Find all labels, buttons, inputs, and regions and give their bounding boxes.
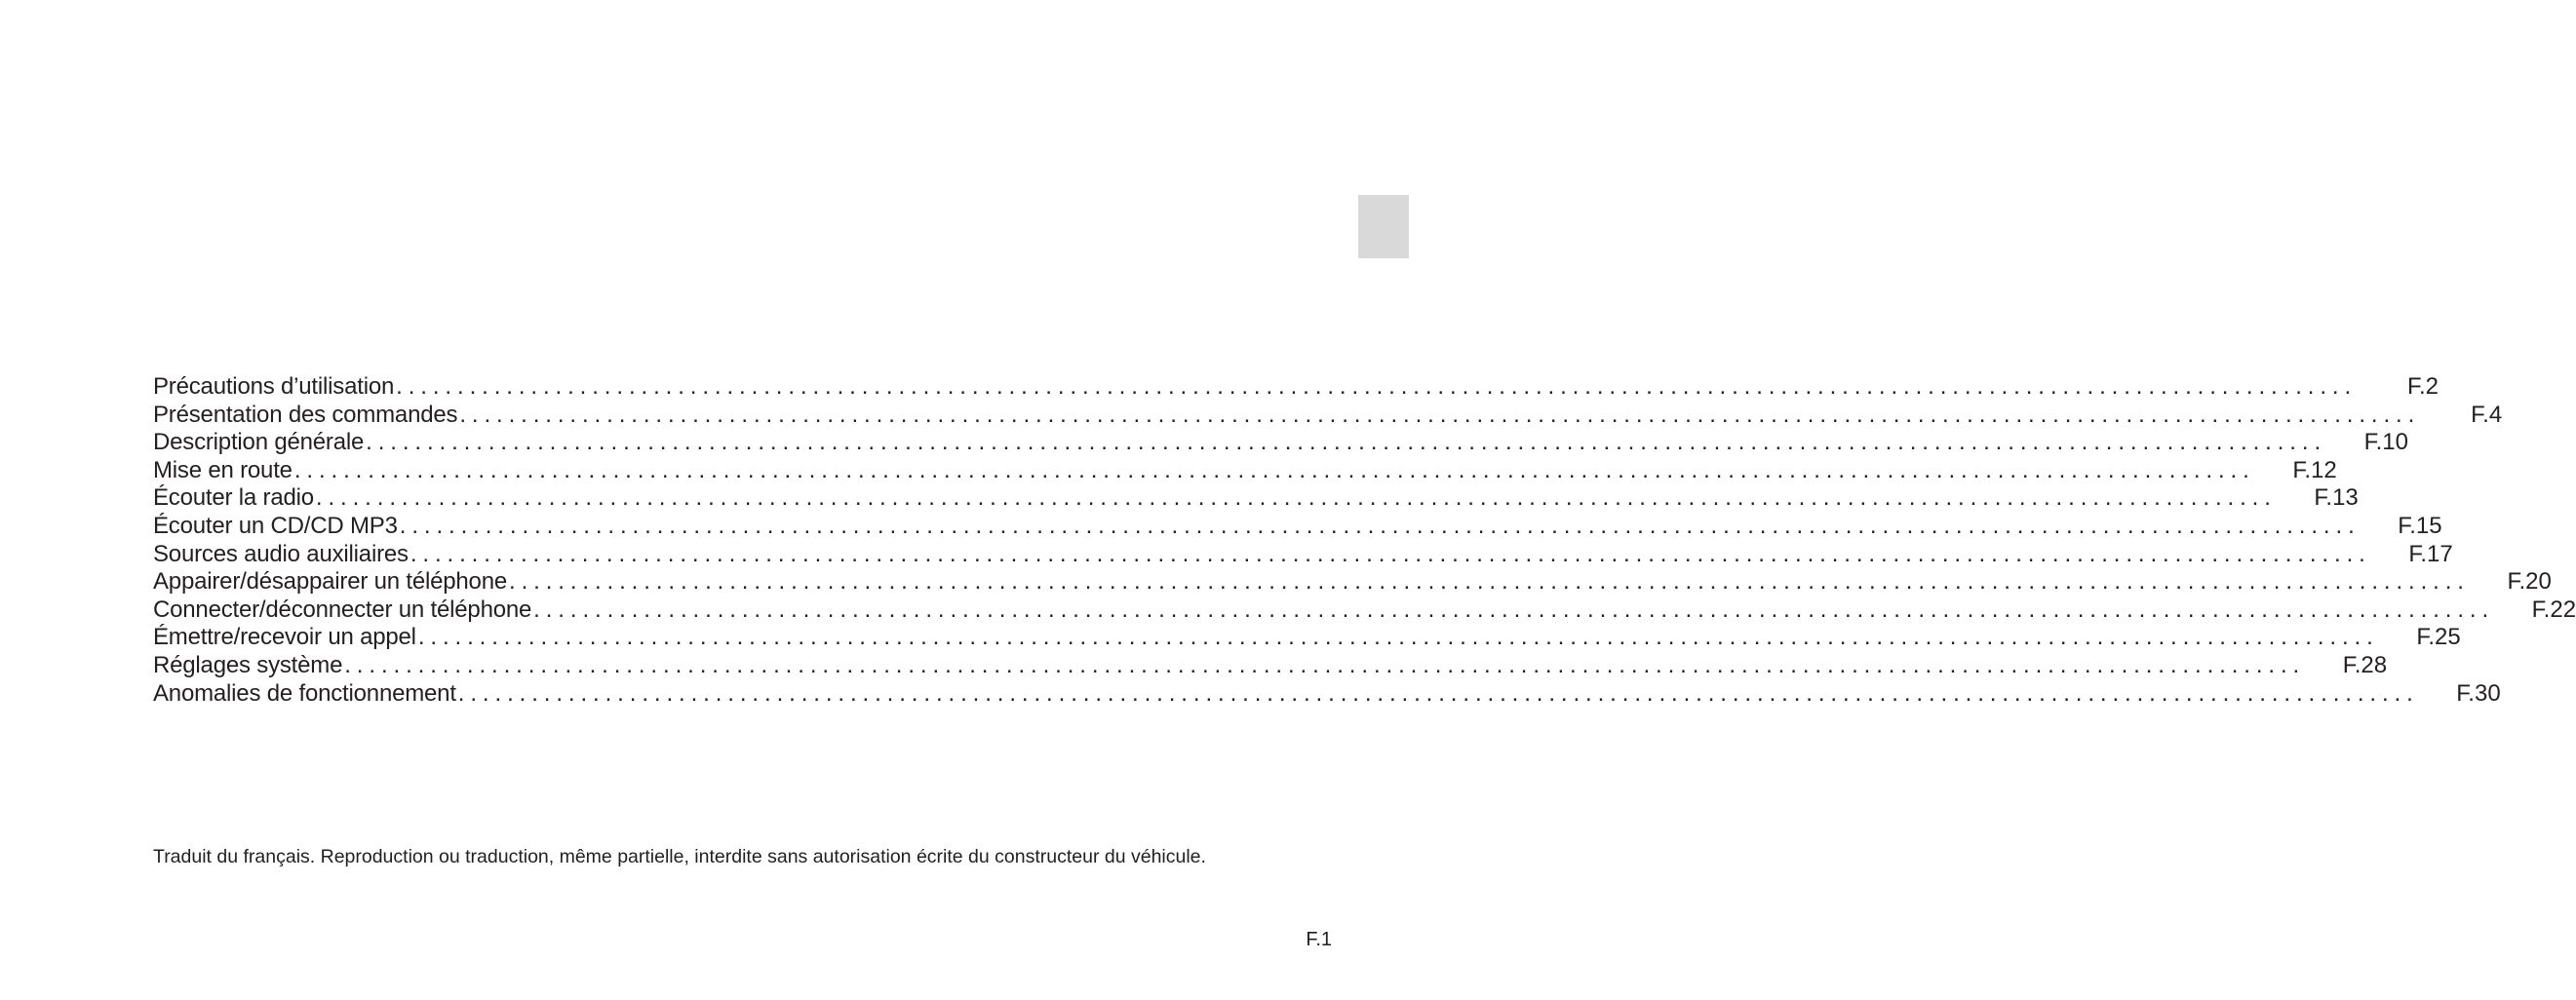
- toc-entry[interactable]: [153, 484, 2359, 513]
- toc-dot-leader: ................................................................................................................................................................: [410, 540, 2371, 567]
- section-edge-tab: [1358, 195, 1409, 258]
- toc-entry-title: Connecter/déconnecter un téléphone: [153, 596, 532, 623]
- toc-dot-leader: ................................................................................................................................................................: [293, 456, 2255, 483]
- toc-entry-title: Mise en route: [153, 456, 293, 483]
- toc-entry-page: F.15: [2398, 512, 2442, 539]
- toc-entry-title: Précautions d’utilisation: [153, 373, 395, 400]
- toc-entry-title: Sources audio auxiliaires: [153, 540, 409, 567]
- toc-entry[interactable]: [153, 456, 2337, 485]
- toc-entry-page: F.13: [2314, 484, 2359, 512]
- toc-entry-page: F.10: [2363, 429, 2409, 456]
- toc-entry[interactable]: [153, 651, 2388, 680]
- toc-entry-title: Appairer/désappairer un téléphone: [153, 568, 507, 596]
- toc-entry-title: Réglages système: [153, 651, 343, 678]
- toc-entry[interactable]: [153, 429, 2409, 457]
- toc-dot-leader: ................................................................................................................................................................: [315, 484, 2277, 512]
- toc-entry-page: F.4: [2471, 401, 2503, 428]
- toc-dot-leader: ................................................................................................................................................................: [399, 512, 2361, 539]
- toc-entry-page: F.12: [2292, 456, 2337, 483]
- toc-entry-page: F.25: [2416, 624, 2461, 651]
- toc-dot-leader: ................................................................................................................................................................: [396, 373, 2358, 400]
- toc-entry-page: F.30: [2456, 679, 2501, 707]
- toc-dot-leader: ................................................................................................................................................................: [417, 624, 2379, 651]
- toc-entry-title: Écouter un CD/CD MP3: [153, 512, 398, 539]
- toc-entry[interactable]: [153, 624, 2461, 652]
- copyright-note: Traduit du français. Reproduction ou traduction, même partielle, interdite sans autorisation écrite du constructeur du véhicule.: [153, 846, 1206, 867]
- toc-entry-title: Écouter la radio: [153, 484, 314, 512]
- toc-entry[interactable]: [153, 512, 2442, 541]
- page-number: F.1: [1306, 929, 1332, 950]
- toc-entry-title: Anomalies de fonctionnement: [153, 679, 456, 707]
- toc-dot-leader: ................................................................................................................................................................: [344, 651, 2306, 678]
- toc-entry-page: F.22: [2531, 596, 2576, 623]
- table-of-contents: [153, 373, 2576, 708]
- toc-entry-page: F.17: [2408, 540, 2453, 567]
- toc-entry-title: Description générale: [153, 429, 365, 456]
- toc-entry-page: F.28: [2342, 651, 2388, 678]
- toc-entry[interactable]: [153, 679, 2501, 709]
- toc-dot-leader: ................................................................................................................................................................: [533, 596, 2495, 623]
- toc-entry-page: F.20: [2507, 568, 2552, 596]
- toc-entry[interactable]: [153, 540, 2453, 569]
- toc-dot-leader: ................................................................................................................................................................: [366, 429, 2327, 456]
- toc-entry[interactable]: [153, 596, 2576, 625]
- toc-entry-title: Émettre/recevoir un appel: [153, 624, 416, 651]
- toc-entry[interactable]: [153, 568, 2552, 596]
- toc-dot-leader: ................................................................................................................................................................: [457, 679, 2419, 707]
- toc-dot-leader: ................................................................................................................................................................: [459, 401, 2421, 428]
- toc-dot-leader: ................................................................................................................................................................: [509, 568, 2470, 596]
- toc-entry-page: F.2: [2407, 373, 2439, 400]
- toc-entry-title: Présentation des commandes: [153, 401, 458, 428]
- toc-entry[interactable]: [153, 373, 2439, 402]
- toc-entry[interactable]: [153, 401, 2503, 430]
